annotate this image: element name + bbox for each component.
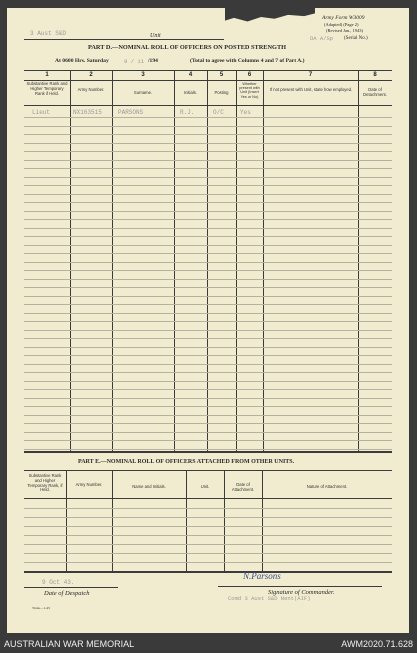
ruled-line — [24, 398, 392, 399]
ruled-line — [24, 219, 392, 220]
ruled-line — [24, 372, 392, 373]
ruled-line — [24, 177, 392, 178]
ruled-line — [24, 126, 392, 127]
part-e-top-border — [24, 470, 392, 471]
ruled-line — [24, 321, 392, 322]
column-number: 3 — [141, 72, 145, 78]
column-header-surname: Surname. — [133, 90, 153, 95]
part-e-bottom-border — [24, 571, 392, 573]
ruled-line — [24, 279, 392, 280]
ruled-line — [24, 553, 392, 554]
despatch-line — [24, 587, 118, 588]
ruled-line — [24, 253, 392, 254]
ruled-line — [24, 355, 392, 356]
part-e-header-border — [24, 498, 392, 499]
ruled-line — [24, 168, 392, 169]
ruled-line — [24, 313, 392, 314]
column-header-detachment: Date of Detachment. — [363, 87, 387, 97]
ruled-line — [24, 236, 392, 237]
ruled-line — [24, 151, 392, 152]
ruled-line — [24, 508, 392, 509]
column-header-present: Whether present with Unit (Insert Yes or No) — [239, 82, 260, 99]
form-adapted: (Adapted) (Page 2) — [324, 22, 359, 27]
ruled-line — [24, 517, 392, 518]
ruled-line — [24, 287, 392, 288]
part-e-header-unit: Unit. — [200, 484, 210, 489]
ruled-line — [24, 160, 392, 161]
form-revised: (Revised Jan., 1943) — [326, 28, 363, 33]
header-bottom-border — [24, 105, 392, 106]
unit-value: 3 Aust S&D — [30, 30, 67, 37]
part-e-header-nature: Nature of Attachment. — [306, 484, 348, 489]
column-header-employed: If not present with Unit, state how employed. — [269, 87, 353, 92]
part-d-title: PART D.—NOMINAL ROLL OF OFFICERS ON POSTED STRENGTH — [88, 44, 287, 51]
column-number: 8 — [373, 72, 377, 78]
ruled-line — [24, 185, 392, 186]
signature-label: Signature of Commander. — [268, 589, 335, 596]
archive-reference: AWM2020.71.628 — [341, 639, 413, 649]
colnum-border — [24, 80, 392, 81]
column-number: 4 — [188, 72, 193, 78]
despatch-label: Date of Despatch — [44, 590, 90, 597]
part-d-bottom-border — [24, 451, 392, 453]
ruled-line — [24, 415, 392, 416]
ruled-line — [24, 338, 392, 339]
part-e-divider-4 — [224, 470, 225, 572]
ruled-line — [24, 449, 392, 450]
part-d-date: 9 / 11 — [124, 58, 145, 65]
serial-label: (Serial No.) — [344, 36, 368, 41]
ruled-line — [24, 381, 392, 382]
ruled-line — [24, 330, 392, 331]
serial-value: DA A/Sp — [310, 35, 334, 42]
part-d-year: /194 — [148, 58, 158, 64]
ruled-line — [24, 143, 392, 144]
commander-stamp: Comd 3 Aust S&D Nent(AIF) — [228, 595, 311, 602]
archive-caption-bar — [0, 633, 417, 653]
column-number: 1 — [45, 72, 49, 78]
ruled-line — [24, 304, 392, 305]
ruled-line — [24, 432, 392, 433]
column-number: 2 — [89, 72, 93, 78]
column-header-initials: Initials. — [183, 90, 198, 95]
part-d-total-note: (Total to agree with Columns 4 and 7 of Part A.) — [190, 58, 305, 64]
ruled-line — [24, 389, 392, 390]
ruled-line — [24, 440, 392, 441]
ruled-line — [24, 211, 392, 212]
unit-line — [24, 39, 224, 40]
ruled-line — [24, 228, 392, 229]
column-header-posting: Posting — [214, 90, 229, 95]
part-e-header-rank: Substantive Rank and Higher Temporary Rank, if Held. — [27, 473, 63, 493]
ruled-line — [24, 526, 392, 527]
unit-label: Unit — [150, 33, 161, 39]
ruled-line — [24, 117, 392, 118]
part-e-header-name: Name and Initials. — [132, 484, 166, 489]
column-header-army-number: Army Number. — [77, 87, 105, 92]
ruled-line — [24, 535, 392, 536]
ruled-line — [24, 134, 392, 135]
archive-name: AUSTRALIAN WAR MEMORIAL — [4, 639, 135, 649]
ruled-line — [24, 245, 392, 246]
part-e-divider-5 — [262, 470, 263, 572]
column-header-rank: Substantive Rank and Higher Temporary Rank if Held. — [26, 81, 68, 96]
row-surname: PARSONS — [118, 109, 144, 116]
despatch-date: 9 Oct 43. — [42, 579, 75, 586]
column-number: 5 — [219, 72, 224, 78]
part-d-at-text: At 0600 Hrs. Saturday — [55, 58, 109, 64]
row-army-number: NX163515 — [73, 109, 102, 116]
row-initials: R.J. — [180, 109, 195, 116]
row-present: Yes — [240, 109, 251, 116]
ruled-line — [24, 296, 392, 297]
ruled-line — [24, 347, 392, 348]
table-top-border — [24, 70, 392, 71]
ruled-line — [24, 406, 392, 407]
row-rank: Lieut — [32, 109, 51, 116]
print-code: Trans—1-43 — [32, 606, 50, 610]
ruled-line — [24, 562, 392, 563]
ruled-line — [24, 544, 392, 545]
column-number: 7 — [308, 72, 313, 78]
part-e-header-date: Date of Attachment. — [231, 482, 255, 492]
commander-signature: N.Parsons — [243, 571, 281, 581]
part-e-title: PART E.—NOMINAL ROLL OF OFFICERS ATTACHED FROM OTHER UNITS. — [78, 459, 295, 465]
ruled-line — [24, 202, 392, 203]
row-posting: O/C — [213, 109, 224, 116]
ruled-line — [24, 423, 392, 424]
ruled-line — [24, 364, 392, 365]
ruled-line — [24, 262, 392, 263]
part-e-header-army-number: Army Number. — [75, 482, 103, 487]
ruled-line — [24, 270, 392, 271]
column-number: 6 — [247, 72, 252, 78]
signature-line — [218, 586, 382, 587]
part-e-divider-1 — [66, 470, 67, 572]
ruled-line — [24, 194, 392, 195]
form-name: Army Form W3009 — [322, 15, 365, 21]
